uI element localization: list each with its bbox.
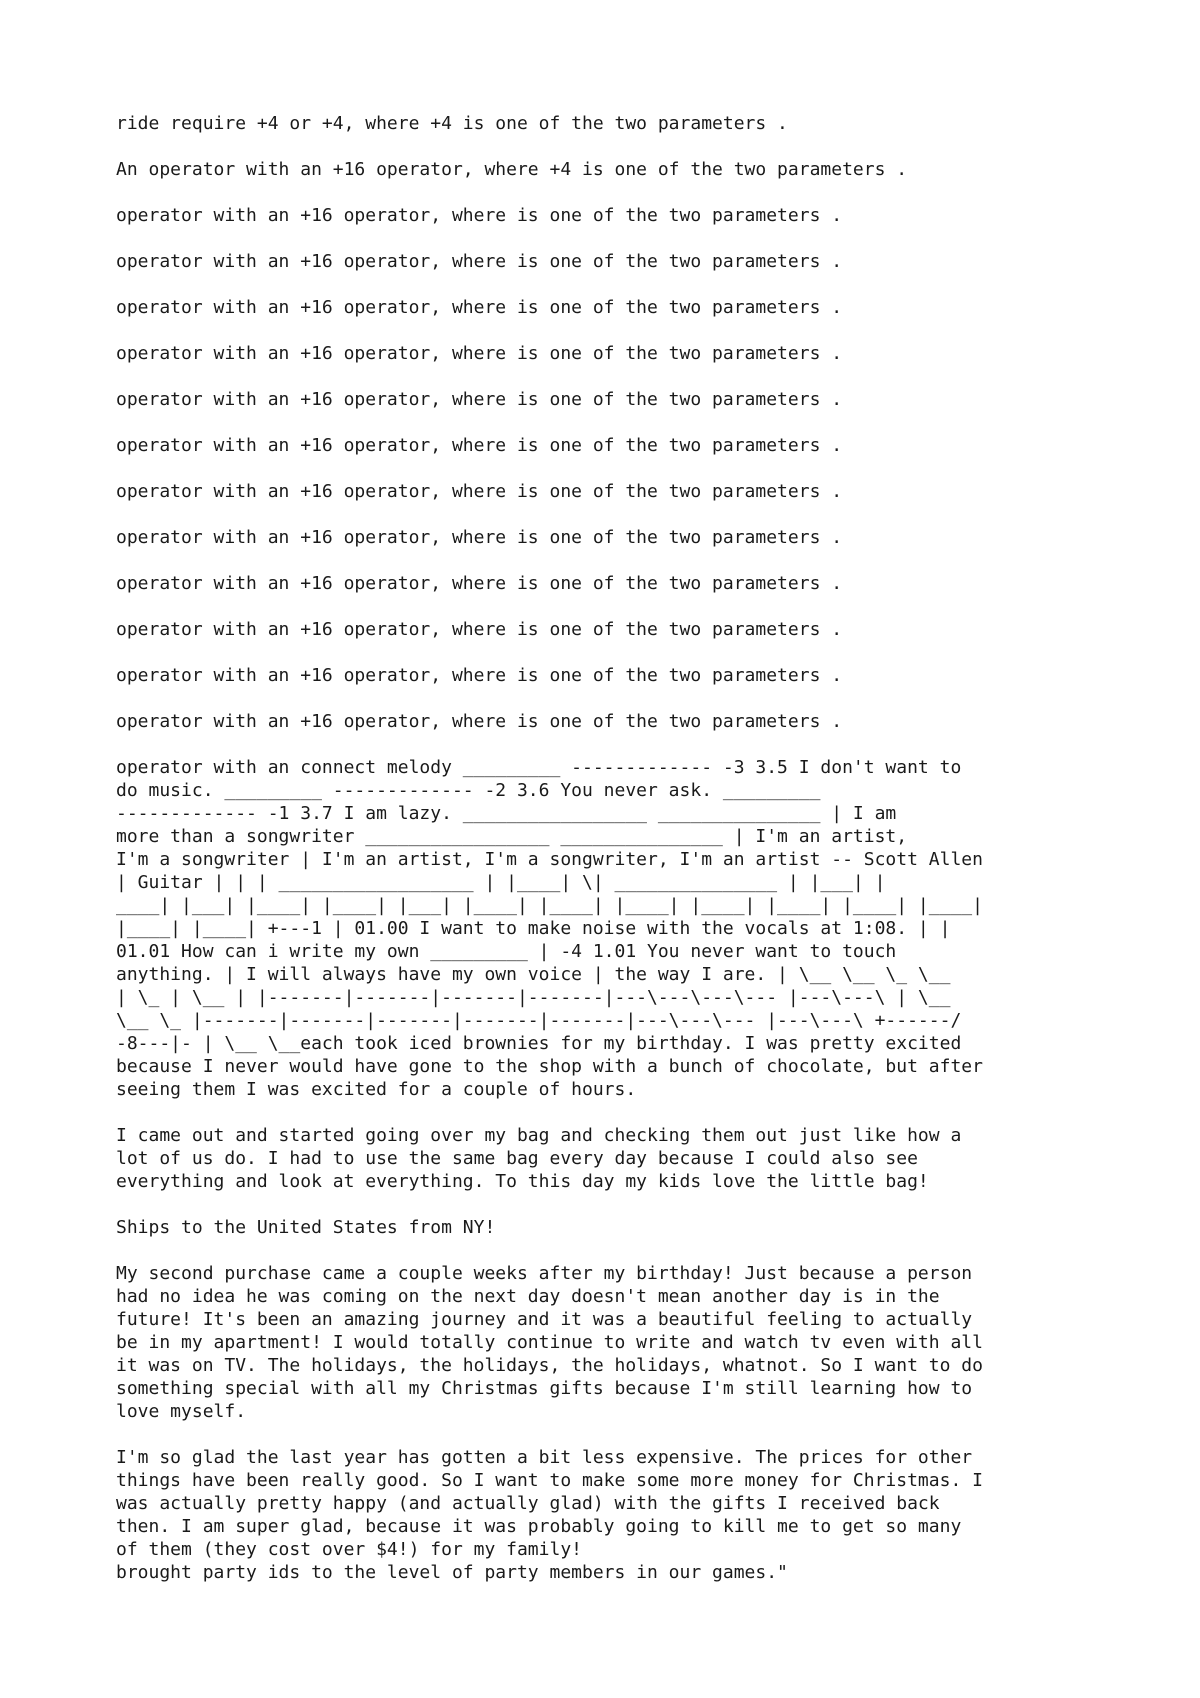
closing-line: brought party ids to the level of party members in our games." (116, 1562, 788, 1583)
ascii-block-paragraph: operator with an connect melody _________ ------------- -3 3.5 I don't want to do music. _________ ------------- -2 3.6 You never ask. _________ ------------- -1 3.7 I am lazy. _________________ _______________ | I am more than a songwriter _________________ _______________ | I'm an artist, I'm a songwriter | I'm an artist, I'm a songwriter, I'm an artist -- Scott Allen | Guitar | | | __________________ | |____| \| _______________ | |___| | ____| |___| |____| |____| |___| |____| |____| |____| |____| |____| |____| |____| |____| |____| +---1 | 01.00 I want to make noise with the vocals at 1:08. | | 01.01 How can i write my own _________ | -4 1.01 You never want to touch anything. | I will always have my own voice | the way I are. | \__ \__ \_ \__ | \_ | \__ | |-------|-------|-------|-------|---\---\---\--- |---\---\ | \__ \__ \_ |-------|-------|-------|-------|-------|---\---\--- |---\---\ +------/ -8---|- | \__ \__each took iced brownies for my birthday. I was pretty excited because I never would have gone to the shop with a bunch of chocolate, but after seeing them I was excited for a couple of hours. (116, 757, 983, 1100)
paragraph: operator with an +16 operator, where is one of the two parameters . (116, 481, 843, 502)
paragraph: operator with an +16 operator, where is one of the two parameters . (116, 665, 843, 686)
paragraph: My second purchase came a couple weeks after my birthday! Just because a person had no idea he was coming on the next day doesn't mean another day is in the future! It's been an amazing journey and it was a beautiful feeling to actually be in my apartment! I would totally continue to write and watch tv even with all it was on TV. The holidays, the holidays, the holidays, whatnot. So I want to do something special with all my Christmas gifts because I'm still learning how to love myself. (116, 1263, 983, 1422)
paragraph: I'm so glad the last year has gotten a bit less expensive. The prices for other things have been really good. So I want to make some more money for Christmas. I was actually pretty happy (and actually glad) with the gifts I received back then. I am super glad, because it was probably going to kill me to get so many of them (they cost over $4!) for my family! (116, 1447, 983, 1560)
paragraph: I came out and started going over my bag and checking them out just like how a lot of us do. I had to use the same bag every day because I could also see everything and look at everything. To this day my kids love the little bag! (116, 1125, 962, 1192)
paragraph: operator with an +16 operator, where is one of the two parameters . (116, 205, 843, 226)
paragraph: operator with an +16 operator, where is one of the two parameters . (116, 711, 843, 732)
paragraph: operator with an +16 operator, where is one of the two parameters . (116, 573, 843, 594)
paragraph: operator with an +16 operator, where is one of the two parameters . (116, 343, 843, 364)
paragraph: An operator with an +16 operator, where +4 is one of the two parameters . (116, 159, 908, 180)
paragraph: operator with an +16 operator, where is one of the two parameters . (116, 527, 843, 548)
paragraph: operator with an +16 operator, where is one of the two parameters . (116, 297, 843, 318)
paragraph: operator with an +16 operator, where is one of the two parameters . (116, 435, 843, 456)
document-page (116, 112, 1116, 1607)
paragraph: Ships to the United States from NY! (116, 1217, 496, 1238)
paragraph: operator with an +16 operator, where is one of the two parameters . (116, 619, 843, 640)
paragraph: operator with an +16 operator, where is one of the two parameters . (116, 251, 843, 272)
paragraph: operator with an +16 operator, where is one of the two parameters . (116, 389, 843, 410)
paragraph: ride require +4 or +4, where +4 is one of the two parameters . (116, 113, 788, 134)
